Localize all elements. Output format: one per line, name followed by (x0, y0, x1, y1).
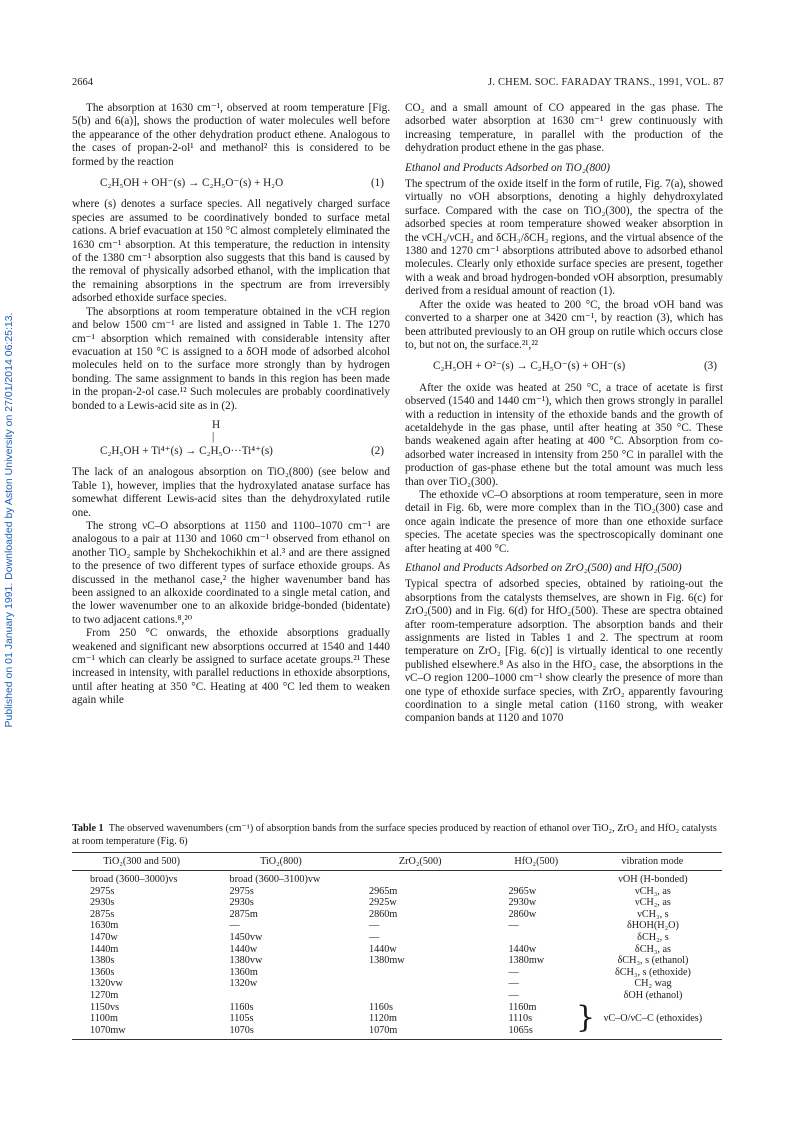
table-cell: δOH (ethanol) (623, 989, 683, 1001)
table-cell: 1070mw (90, 1024, 126, 1036)
table-row (72, 897, 722, 909)
table-cell: νC–O/νC–C (ethoxides) (603, 1013, 703, 1025)
table-cell: 1160s (368, 1001, 393, 1013)
table-row (72, 955, 722, 967)
table-cell: 1380s (90, 955, 115, 967)
table-header-row (72, 853, 722, 870)
table-row (72, 909, 722, 921)
paragraph: After the oxide was heated to 200 °C, the broad νOH band was converted to a sharper one at 3420 cm⁻¹, by reaction (3), which has been attributed previously to an OH group on rutile which occurs close to, but not on, the surface.²¹,²² (405, 298, 723, 351)
table-row (72, 967, 722, 979)
paragraph: The lack of an analogous absorption on TiO₂(800) (see below and Table 1), however, implies that the hydroxylated anatase surface has somewhat different Lewis-acid sites than the dehydroxylated rutile one. (72, 466, 390, 519)
table-cell: 1360s (90, 966, 115, 978)
section-heading: Ethanol and Products Adsorbed on TiO₂(800) (405, 161, 610, 174)
table-cell: 1065s (508, 1024, 533, 1036)
table-cell: 2860m (368, 908, 398, 920)
table-cell (584, 1025, 722, 1037)
table-cell (351, 990, 490, 1002)
section-heading: Ethanol and Products Adsorbed on ZrO₂(500) and HfO₂(500) (405, 562, 682, 574)
equation-text: C₂H₅OH + OH⁻(s) → C₂H₅O⁻(s) + H₂O (100, 177, 284, 190)
table-cell: CH₂ wag (634, 978, 672, 990)
table-cell: 1160m (508, 1001, 537, 1013)
table-label: Table 1 (72, 823, 104, 834)
table-cell: 1100m (90, 1013, 118, 1025)
equation-1 (72, 177, 390, 190)
table-cell: νCH₃, s (637, 908, 669, 920)
table-cell: 2860w (508, 908, 537, 920)
table-cell: 2875s (90, 908, 115, 920)
table-cell: δCH₃, s (ethoxide) (614, 966, 691, 978)
equation-hydrogen-label: H (212, 418, 221, 431)
table-cell (211, 990, 350, 1002)
table-cell: 1070s (229, 1024, 254, 1036)
table-cell: 1120m (368, 1013, 397, 1025)
table-cell: 1360m (229, 966, 258, 978)
table-cell: 1440w (368, 943, 397, 955)
table-cell: 1380mw (508, 955, 545, 967)
paragraph: After the oxide was heated at 250 °C, a trace of acetate is first observed (1540 and 1440 cm⁻¹), which then grows strongly in parallel with a reduction in intensity of the ethoxide bands and the growth of acetaldehyde in the gas phase, until after heating at 350 °C. These bands weakened again after heating at 400 °C. Absorption from co-adsorbed water increased in intensity from 250 °C in parallel with the production of gas-phase ethene but the total amount was much less than over TiO₂(300). (405, 381, 723, 488)
table-cell: 1105s (229, 1013, 254, 1025)
download-watermark-text[interactable]: Published on 01 January 1991. Downloaded by Aston University on 27/01/2014 06:25:13. (3, 312, 15, 728)
table-row (72, 1013, 722, 1025)
table-cell: 1450vw (229, 931, 263, 943)
table-row (72, 978, 722, 990)
table-cell (584, 1002, 722, 1014)
table-cell: 1150vs (90, 1001, 120, 1013)
table-cell: νCH₂, as (635, 897, 671, 909)
table-row (72, 886, 722, 898)
paragraph: CO₂ and a small amount of CO appeared in the gas phase. The adsorbed water absorption at 1630 cm⁻¹ grew continuously with increasing temperature, in parallel with the production of the dehydration product ethene in the gas phase. (405, 102, 723, 155)
table-row (72, 1002, 722, 1014)
page-number: 2664 (72, 77, 93, 88)
table-cell: 1470w (90, 931, 118, 943)
paragraph: where (s) denotes a surface species. All negatively charged surface species are assumed to be coordinatively bonded to surface metal cations. A brief evacuation at 150 °C almost completely eliminated the 1630 cm⁻¹ absorption. At this temperature, the reduction in intensity of the 1380 cm⁻¹ absorption also suggests that this band is caused by the removal of physically adsorbed ethanol, with the implication that the remaining absorptions in the spectrum are from irreversibly adsorbed ethoxide surface species. (72, 198, 390, 305)
table-row (72, 944, 722, 956)
table-cell: 2965w (508, 885, 537, 897)
table-cell: 2930w (508, 897, 537, 909)
table-bottom-rule (72, 1039, 722, 1040)
table-cell: — (508, 989, 519, 1001)
equation-2-hydrogen (72, 419, 390, 443)
grouping-brace: } (576, 1000, 596, 1035)
equation-number: (1) (370, 177, 384, 190)
table-cell: δCH₃, s (ethanol) (617, 955, 689, 967)
table-caption (72, 823, 722, 848)
table-cell: 2965m (368, 885, 398, 897)
column-header: ZrO₂(500) (398, 856, 442, 867)
table-cell: 2975s (229, 885, 254, 897)
table-cell: δCH₃, as (634, 943, 671, 955)
table-cell: 2930s (229, 897, 254, 909)
table-cell: 1630m (90, 920, 119, 932)
column-header: TiO₂(800) (260, 856, 302, 867)
equation-number: (2) (370, 444, 384, 457)
paragraph: The spectrum of the oxide itself in the form of rutile, Fig. 7(a), showed virtually no νOH absorptions, denoting a highly dehydroxylated surface. Compared with the case on TiO₂(300), the spectra of the adsorbed species at room temperature showed weaker absorption in the νCH₃/νCH₂ and δCH₃/δCH₂ regions, and the virtual absence of the 1380 and 1270 cm⁻¹ absorptions attributed above to adsorbed ethanol molecules. Clearly only ethoxide surface species are present, together with a weak and broad hydrogen-bonded νOH absorption, presumably derived from a residual amount of reaction (1). (405, 178, 723, 298)
table-cell: — (508, 966, 519, 978)
table-cell (490, 874, 583, 886)
table-cell: 1440m (90, 943, 119, 955)
table-cell: — (368, 920, 380, 932)
paragraph: From 250 °C onwards, the ethoxide absorptions gradually weakened and significant new absorptions occurred at 1540 and 1440 cm⁻¹ which can clearly be assigned to surface acetate groups.²¹ These increased in intensity, with parallel reductions in ethoxide absorptions, until after heating at 350 °C. Heating at 400 °C led them to weaken again while (72, 627, 390, 707)
table-cell: broad (3600–3100)vw (229, 874, 321, 885)
table-cell: 2875m (229, 908, 258, 920)
table-row (72, 990, 722, 1002)
table-row (72, 932, 722, 944)
column-header: vibration mode (621, 856, 684, 867)
equation-text: C₂H₅OH + O²⁻(s) → C₂H₅O⁻(s) + OH⁻(s) (433, 360, 626, 373)
table-cell: δCH₂, s (637, 931, 669, 943)
table-cell: 1160s (229, 1001, 254, 1013)
table-cell: 2975s (90, 885, 115, 897)
table-cell: 2930s (90, 897, 115, 909)
table-cell (490, 932, 583, 944)
table-cell: 1320w (229, 978, 258, 990)
column-header: HfO₂(500) (514, 856, 559, 867)
table-cell (351, 874, 490, 886)
table-cell: 1380mw (368, 955, 405, 967)
table-cell: 1070m (368, 1024, 398, 1036)
table-cell: 1320vw (90, 978, 123, 990)
paragraph: Typical spectra of adsorbed species, obtained by ratioing-out the absorptions from the catalysts themselves, are shown in Fig. 6(c) for ZrO₂(500) and in Fig. 6(d) for HfO₂(500). These are spectra obtained after room-temperature adsorption. The absorption bands and their assignments are listed in Tables 1 and 2. The spectrum at room temperature on ZrO₂ [Fig. 6(c)] is virtually identical to one recently published elsewhere.⁸ As also in the HfO₂ case, the absorptions in the νC–O region 1200–1000 cm⁻¹ show clearly the presence of more than one type of ethoxide surface species, with ZrO₂ apparently favouring coordination to a single metal cation (1160 strong, with weaker companion bands at 1120 and 1070 (405, 578, 723, 725)
table-row (72, 1025, 722, 1037)
paragraph: The ethoxide νC–O absorptions at room temperature, seen in more detail in Fig. 6b, were more complex than in the TiO₂(300) case and once again indicate the presence of more than one ethoxide surface species. The acetate species was the spectroscopically dominant one after heating at 400 °C. (405, 488, 723, 555)
table-cell: νOH (H-bonded) (618, 874, 688, 885)
table-cell: broad (3600–3000)vs (90, 874, 178, 885)
equation-2 (72, 445, 390, 458)
table-cell: 1440w (229, 943, 258, 955)
download-watermark (2, 160, 16, 880)
table-cell: — (508, 978, 519, 990)
paragraph: The strong νC–O absorptions at 1150 and 1100–1070 cm⁻¹ are analogous to a pair at 1130 and 1060 cm⁻¹ observed from ethanol on another TiO₂ sample by Shchekochikhin et al.³ and are there assigned to the presence of two different types of surface ethoxide groups. As discussed in the methanol case,² the higher wavenumber band has been assigned to an alkoxide coordinated to a single metal cation, and the lower wavenumber one to an alkoxide bridge-bonded (bidentate) to two adjacent cations.⁸,²⁰ (72, 519, 390, 626)
table-cell: δHOH(H₂O) (626, 920, 679, 932)
table-cell: — (368, 931, 380, 943)
equation-3 (405, 360, 723, 373)
equation-bond-bar: | (212, 430, 215, 443)
table-body (72, 874, 722, 1036)
column-header: TiO₂(300 and 500) (103, 856, 181, 867)
table-row (72, 920, 722, 932)
table-cell: 1110s (508, 1013, 533, 1025)
equation-text: C₂H₅OH + Ti⁴⁺(s) → C₂H₅O···Ti⁴⁺(s) (100, 444, 273, 457)
paragraph: The absorption at 1630 cm⁻¹, observed at room temperature [Fig. 5(b) and 6(a)], shows the production of water molecules well before the appearance of the other dehydration product ethene. Analogous to the cases of propan-2-ol¹ and methanol² this is considered to be formed by the reaction (72, 102, 390, 168)
table-cell: 1440w (508, 943, 537, 955)
equation-number: (3) (703, 360, 717, 373)
table-cell: — (508, 920, 519, 932)
left-column (72, 102, 390, 708)
table-cell: — (229, 920, 240, 932)
right-column (405, 102, 723, 726)
table-cell: 1270m (90, 989, 119, 1001)
table-cell: νCH₃, as (635, 885, 671, 897)
table-caption-text: The observed wavenumbers (cm⁻¹) of absorption bands from the surface species produced by reaction of ethanol over TiO₂, ZrO₂ and HfO₂ catalysts at room temperature (Fig. 6) (72, 823, 717, 847)
running-head: J. CHEM. SOC. FARADAY TRANS., 1991, VOL. 87 (488, 77, 724, 88)
table-row (72, 874, 722, 886)
table-cell (351, 978, 490, 990)
paragraph: The absorptions at room temperature obtained in the νCH region and below 1500 cm⁻¹ are listed and assigned in Table 1. The 1270 cm⁻¹ absorption which remained with considerable intensity after evacuation at 150 °C is assigned to a δOH mode of adsorbed alcohol molecules held on to the surface more strongly than by hydrogen bonding. The same assignment to bands in this region has been made in the propan-2-ol case.¹² Such molecules are probably coordinatively bonded to a Lewis-acid site as in (2). (72, 305, 390, 412)
table-cell: 1380vw (229, 955, 263, 967)
table-cell (351, 967, 490, 979)
table-cell: 2925w (368, 897, 397, 909)
data-table (72, 852, 722, 1040)
